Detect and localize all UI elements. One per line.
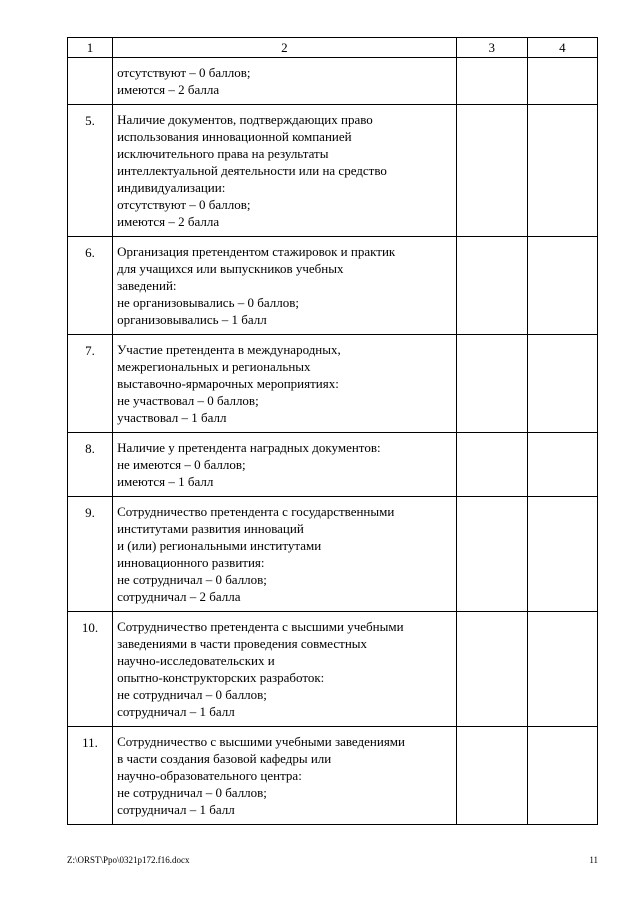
row-number: 11. xyxy=(68,727,113,825)
column-header-3: 3 xyxy=(456,38,527,58)
row-number: 8. xyxy=(68,433,113,497)
criterion-description xyxy=(113,497,457,612)
criterion-text-line: Участие претендента в международных, xyxy=(117,342,341,357)
criterion-text-line: сотрудничал – 1 балл xyxy=(117,802,235,817)
criterion-text-line: Организация претендентом стажировок и практик xyxy=(117,244,396,259)
row-number: 10. xyxy=(68,612,113,727)
table-row xyxy=(68,58,598,105)
row-number: 9. xyxy=(68,497,113,612)
criterion-description xyxy=(113,727,457,825)
criterion-text-line: заведений: xyxy=(117,278,177,293)
criterion-text-line: исключительного права на результаты xyxy=(117,146,329,161)
column-4-cell xyxy=(527,497,597,612)
criterion-text-line: не организовывались – 0 баллов; xyxy=(117,295,299,310)
criterion-text-line: отсутствуют – 0 баллов; xyxy=(117,65,251,80)
criterion-description xyxy=(113,335,457,433)
criterion-text-line: опытно-конструкторских разработок: xyxy=(117,670,325,685)
column-4-cell xyxy=(527,105,597,237)
criterion-text-line: не имеются – 0 баллов; xyxy=(117,457,246,472)
criterion-text-line: участвовал – 1 балл xyxy=(117,410,227,425)
criterion-text-line: имеются – 1 балл xyxy=(117,474,214,489)
column-4-cell xyxy=(527,335,597,433)
column-4-cell xyxy=(527,433,597,497)
column-4-cell xyxy=(527,612,597,727)
criterion-text-line: не сотрудничал – 0 баллов; xyxy=(117,687,267,702)
table-row xyxy=(68,727,598,825)
row-number: 5. xyxy=(68,105,113,237)
criterion-text-line: Сотрудничество претендента с государственными xyxy=(117,504,395,519)
column-header-1: 1 xyxy=(68,38,113,58)
column-header-2: 2 xyxy=(113,38,457,58)
column-3-cell xyxy=(456,237,527,335)
criterion-text-line: в части создания базовой кафедры или xyxy=(117,751,332,766)
criterion-text-line: Наличие у претендента наградных документов: xyxy=(117,440,381,455)
criterion-text-line: индивидуализации: xyxy=(117,180,226,195)
table-row xyxy=(68,612,598,727)
criterion-text-line: сотрудничал – 2 балла xyxy=(117,589,241,604)
table-row xyxy=(68,335,598,433)
table-body xyxy=(68,58,598,825)
criterion-text-line: межрегиональных и региональных xyxy=(117,359,311,374)
criterion-text-line: для учащихся или выпускников учебных xyxy=(117,261,344,276)
row-number: 6. xyxy=(68,237,113,335)
row-number xyxy=(68,58,113,105)
criterion-text-line: инновационного развития: xyxy=(117,555,265,570)
criterion-text-line: интеллектуальной деятельности или на средство xyxy=(117,163,387,178)
criterion-text-line: заведениями в части проведения совместных xyxy=(117,636,368,651)
column-3-cell xyxy=(456,433,527,497)
column-3-cell xyxy=(456,497,527,612)
column-3-cell xyxy=(456,335,527,433)
criterion-text-line: организовывались – 1 балл xyxy=(117,312,267,327)
column-4-cell xyxy=(527,237,597,335)
column-3-cell xyxy=(456,727,527,825)
row-number: 7. xyxy=(68,335,113,433)
criterion-text-line: Наличие документов, подтверждающих право xyxy=(117,112,373,127)
column-4-cell xyxy=(527,58,597,105)
criterion-description xyxy=(113,237,457,335)
criterion-text-line: сотрудничал – 1 балл xyxy=(117,704,235,719)
table-row xyxy=(68,433,598,497)
criteria-table xyxy=(67,37,598,825)
criterion-description xyxy=(113,612,457,727)
criterion-text-line: выставочно-ярмарочных мероприятиях: xyxy=(117,376,339,391)
column-3-cell xyxy=(456,105,527,237)
criterion-text-line: отсутствуют – 0 баллов; xyxy=(117,197,251,212)
criterion-text-line: использования инновационной компанией xyxy=(117,129,352,144)
criterion-text-line: не сотрудничал – 0 баллов; xyxy=(117,785,267,800)
footer-file-path: Z:\ORST\Ppo\0321p172.f16.docx xyxy=(67,855,190,865)
criterion-text-line: имеются – 2 балла xyxy=(117,82,220,97)
footer-page-number: 11 xyxy=(589,855,598,865)
table-row xyxy=(68,497,598,612)
criterion-text-line: и (или) региональными институтами xyxy=(117,538,322,553)
criterion-text-line: научно-образовательного центра: xyxy=(117,768,302,783)
criterion-description xyxy=(113,58,457,105)
criterion-text-line: институтами развития инноваций xyxy=(117,521,304,536)
criterion-text-line: не участвовал – 0 баллов; xyxy=(117,393,259,408)
column-3-cell xyxy=(456,58,527,105)
criterion-description xyxy=(113,433,457,497)
criterion-text-line: Сотрудничество претендента с высшими учебными xyxy=(117,619,404,634)
criterion-text-line: имеются – 2 балла xyxy=(117,214,220,229)
column-3-cell xyxy=(456,612,527,727)
table-header-row xyxy=(68,38,598,58)
criterion-text-line: Сотрудничество с высшими учебными заведениями xyxy=(117,734,405,749)
table-row xyxy=(68,237,598,335)
criterion-text-line: научно-исследовательских и xyxy=(117,653,275,668)
criterion-text-line: не сотрудничал – 0 баллов; xyxy=(117,572,267,587)
table-row xyxy=(68,105,598,237)
column-header-4: 4 xyxy=(527,38,597,58)
column-4-cell xyxy=(527,727,597,825)
criterion-description xyxy=(113,105,457,237)
